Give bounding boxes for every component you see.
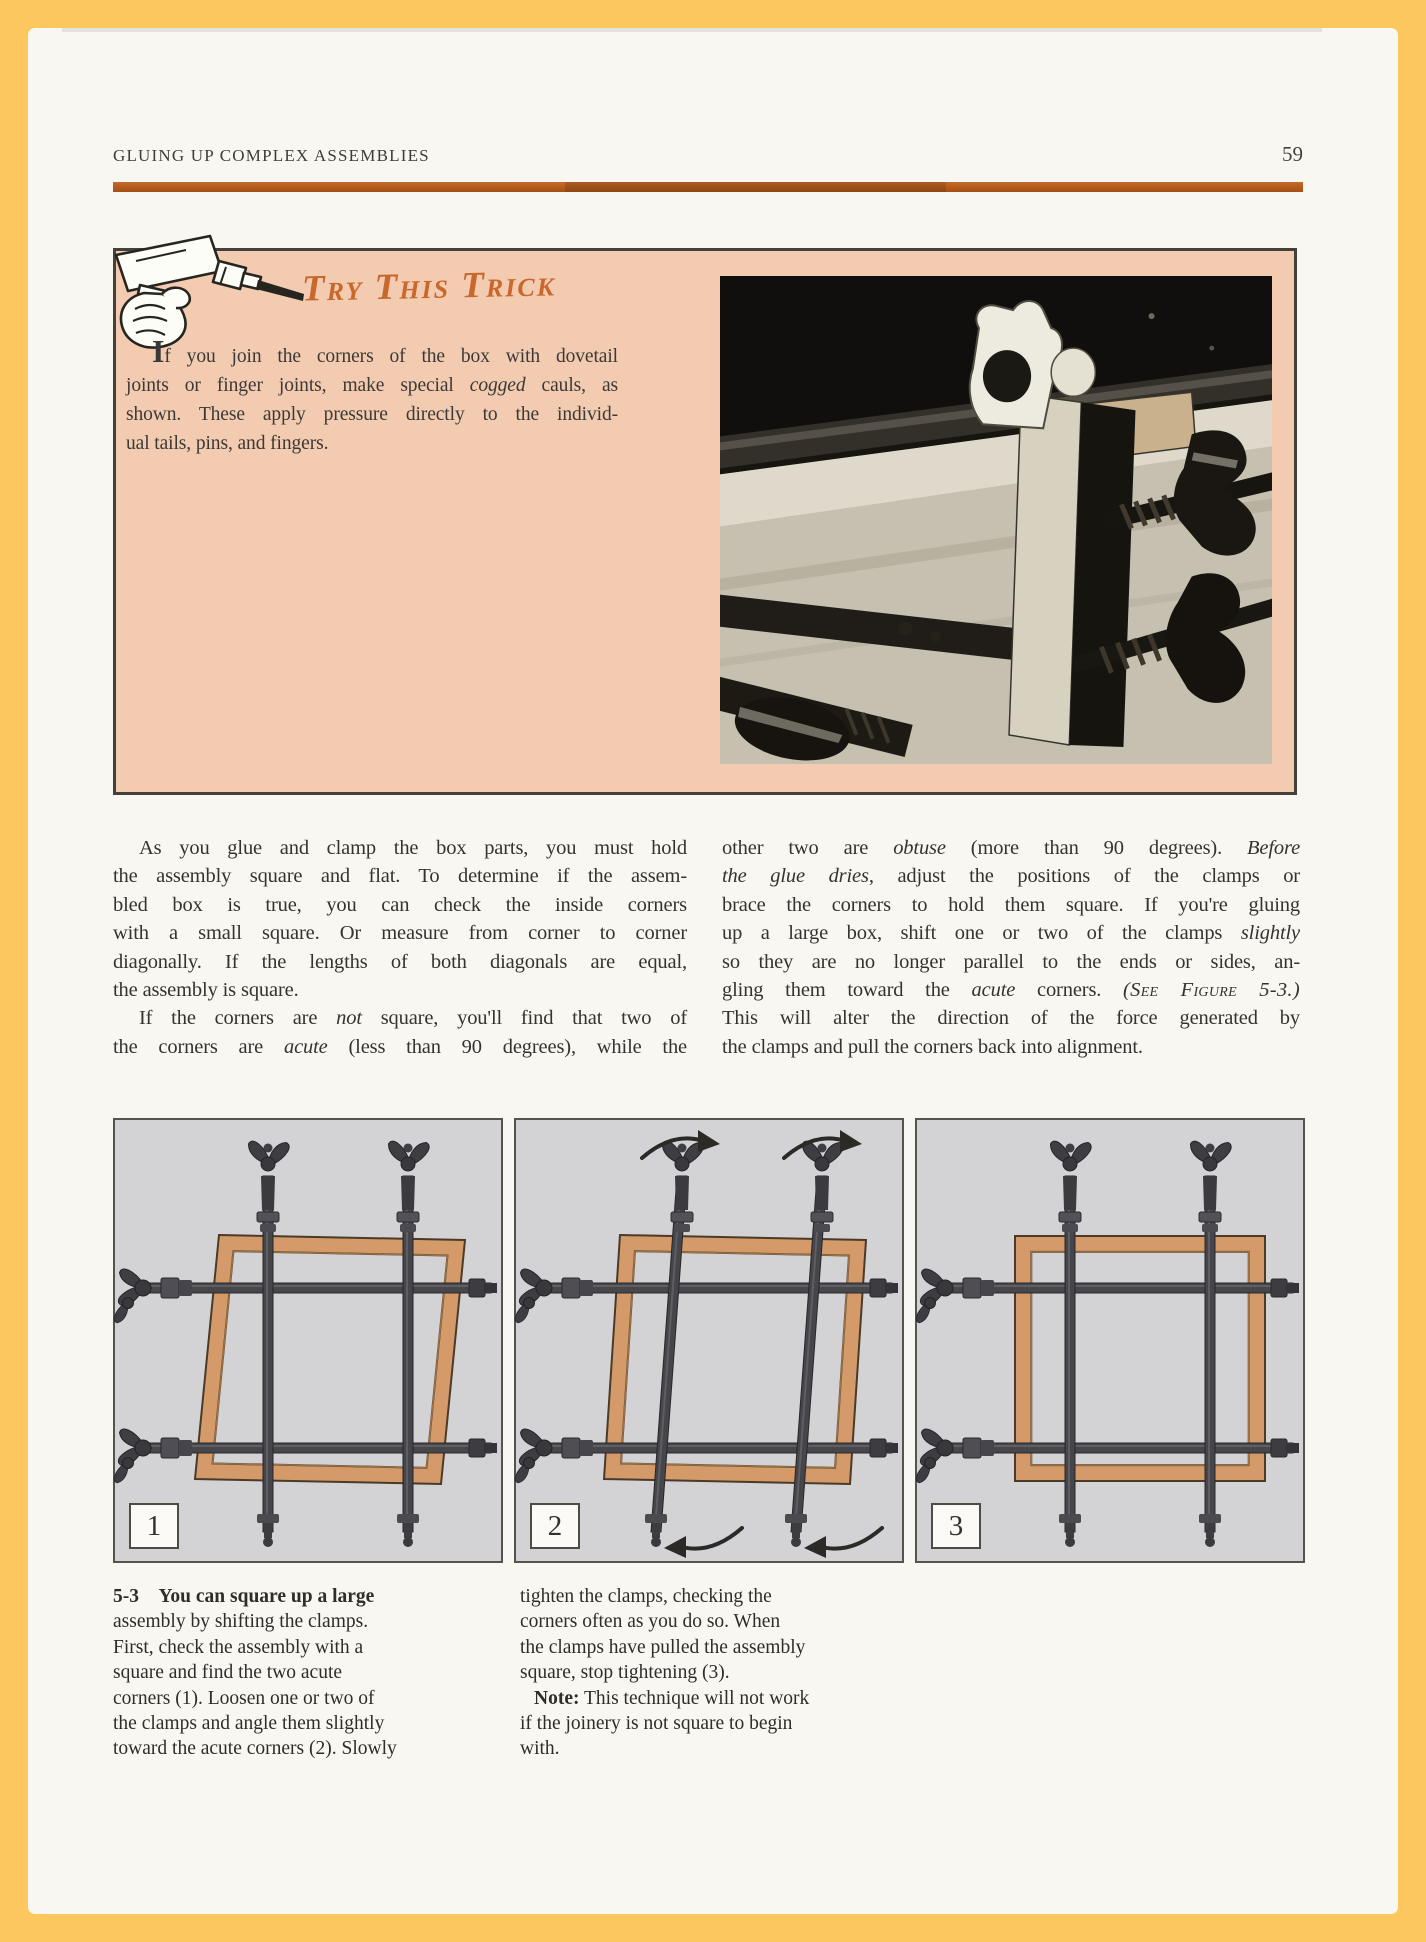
figure-5-3 (113, 1118, 1305, 1564)
panel-number-1: 1 (129, 1503, 179, 1549)
clamped-box-photo (720, 276, 1272, 764)
figure-caption-right: tighten the clamps, checking the corners often as you do so. When the clamps have pulled the assembly square, stop tightening (3). Note: This technique will not work if the joinery is not square to begin with. (520, 1586, 810, 1760)
clamp-diagram-3 (915, 1118, 1305, 1563)
figure-panel-1 (113, 1118, 503, 1563)
figure-caption-left: 5-3 You can square up a large assembly by shifting the clamps. First, check the assembly with a square and find the two acute corners (1). Loosen one or two of the clamps and angle them slightly toward the acute corners (2). Slowly (113, 1586, 397, 1760)
try-this-trick-box (113, 248, 1297, 795)
body-column-right: other two are obtuse (more than 90 degrees). Before the glue dries, adjust the positions of the clamps or brace the corners to hold them square. If you're gluing up a large box, shift one or two of the clamps slightly so they are no longer parallel to the ends or sides, an- gling them toward the acute corners. (See Figure 5-3.) This will alter the direction of the force generated by the clamps and pull the corners back into alignment. (722, 837, 1301, 1058)
panel-number-3: 3 (931, 1503, 981, 1549)
panel-number-2: 2 (530, 1503, 580, 1549)
figure-panel-2 (514, 1118, 904, 1563)
body-column-left: As you glue and clamp the box parts, you must hold the assembly square and flat. To determine if the assem- bled box is true, you can check the inside corners with a small square. Or measure from corner to corner diagonally. If the lengths of both diagonals are equal, the assembly is square. If the corners are not square, you'll find that two of the corners are acute (less than 90 degrees), while the (113, 837, 688, 1058)
book-page (28, 28, 1398, 1914)
figure-panel-3 (915, 1118, 1305, 1563)
clamp-diagram-1 (113, 1118, 503, 1563)
clamp-diagram-2 (514, 1118, 904, 1563)
trick-paragraph: If you join the corners of the box with dovetail joints or finger joints, make special cogged cauls, as shown. These apply pressure directly to the individ- ual tails, pins, and fingers. (126, 333, 618, 454)
section-rule (113, 182, 1303, 192)
page-number: 59 (1282, 142, 1303, 166)
trick-heading: Try This Trick (301, 263, 557, 310)
chapter-title: GLUING UP COMPLEX ASSEMBLIES (113, 146, 430, 165)
running-head (113, 142, 1303, 167)
